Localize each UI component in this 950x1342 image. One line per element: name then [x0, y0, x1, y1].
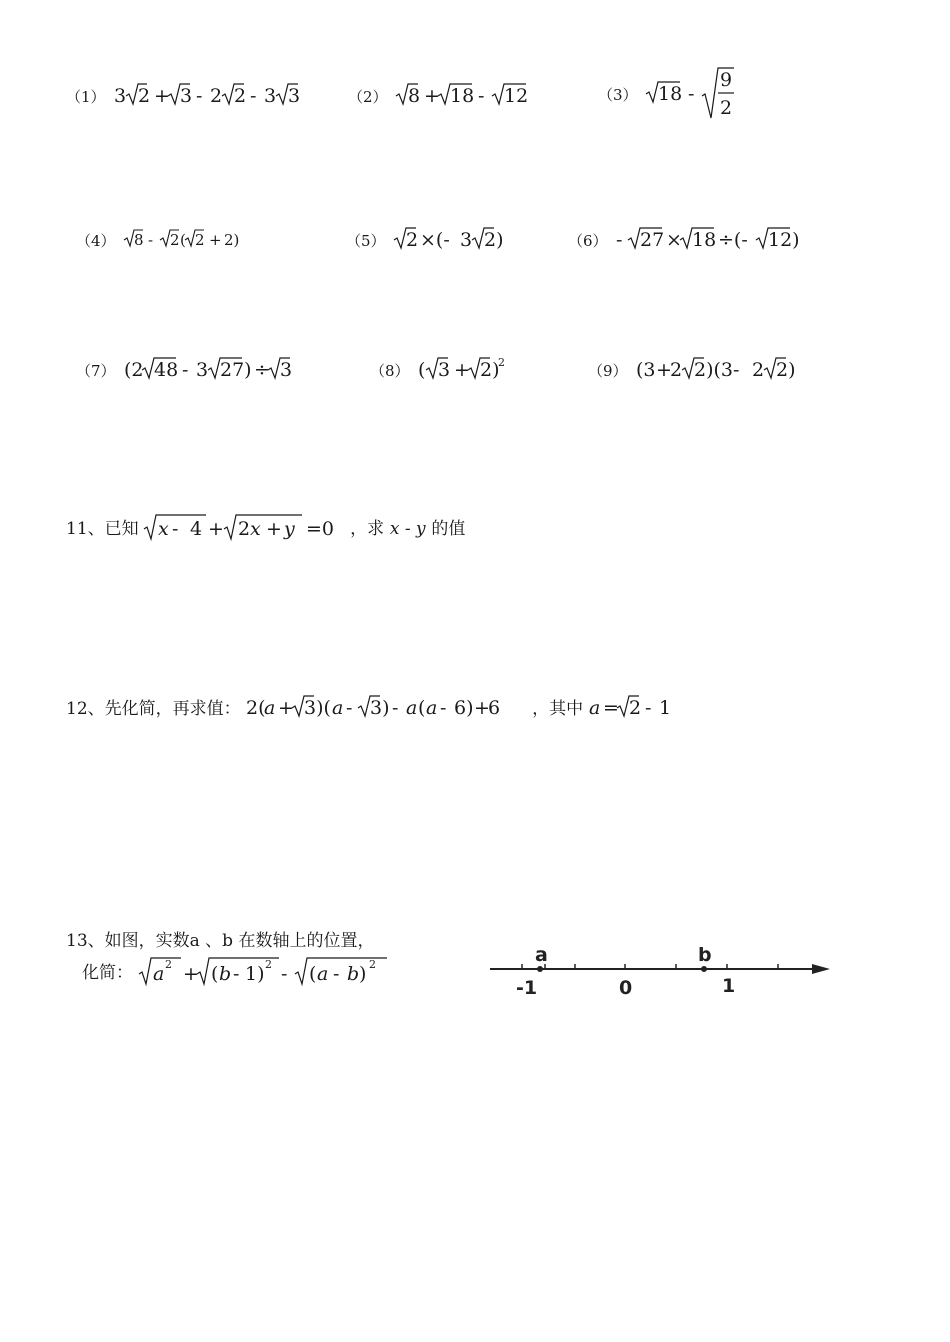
svg-text:a: a — [426, 697, 438, 719]
svg-text:a: a — [316, 963, 329, 985]
svg-text:+: + — [474, 697, 491, 719]
svg-text:2)(3-: 2)(3- — [693, 359, 740, 381]
svg-text:3: 3 — [179, 85, 192, 107]
svg-text:(: ( — [418, 697, 426, 719]
svg-text:b: b — [218, 963, 231, 985]
exercise-7-expression — [124, 356, 314, 386]
problem-12 — [66, 694, 689, 724]
svg-text:3: 3 — [459, 229, 472, 251]
svg-text:2: 2 — [405, 229, 418, 251]
svg-text:2: 2 — [264, 958, 272, 971]
exercise-label: （9） — [588, 362, 628, 380]
exercise-3 — [598, 66, 746, 124]
problem-12-prefix: 12、先化简，再求值： — [66, 699, 241, 719]
tick-label-1: 1 — [722, 975, 736, 997]
svg-text:2): 2) — [775, 359, 796, 381]
svg-text:-: - — [332, 963, 340, 985]
svg-text:3: 3 — [279, 359, 292, 381]
svg-text:÷: ÷ — [253, 359, 270, 381]
exercise-5-expression — [394, 226, 514, 256]
svg-text:18: 18 — [657, 83, 682, 105]
problem-11-suffix1: ，求 — [350, 519, 385, 539]
svg-text:48: 48 — [153, 359, 178, 381]
svg-text:-: - — [147, 231, 153, 249]
exercise-label: （8） — [370, 362, 410, 380]
svg-text:2: 2 — [238, 518, 251, 540]
point-a — [537, 966, 543, 972]
svg-text:27): 27) — [219, 359, 252, 381]
svg-text:1: 1 — [658, 697, 671, 719]
svg-text:a: a — [588, 697, 601, 719]
svg-text:2(: 2( — [246, 697, 266, 719]
problem-11-prefix: 11、已知 — [66, 519, 139, 539]
svg-text:2: 2 — [194, 231, 205, 249]
exercise-label: （2） — [348, 88, 388, 106]
problem-12-expression — [246, 694, 526, 724]
svg-text:×: × — [665, 229, 682, 251]
svg-text:-: - — [392, 697, 399, 719]
label-a: a — [535, 944, 548, 966]
svg-text:18: 18 — [449, 85, 474, 107]
svg-text:y: y — [284, 518, 296, 540]
exercise-7 — [76, 356, 314, 386]
svg-text:2: 2 — [497, 356, 505, 369]
svg-text:2: 2 — [169, 231, 180, 249]
svg-text:3: 3 — [437, 359, 450, 381]
svg-text:x: x — [250, 518, 262, 540]
svg-text:-: - — [249, 85, 257, 107]
svg-text:+: + — [278, 697, 295, 719]
exercise-label: （1） — [66, 88, 106, 106]
exercise-1 — [66, 82, 324, 112]
svg-text:8: 8 — [133, 231, 144, 249]
exercise-9 — [588, 356, 816, 386]
problem-11-target: x - y — [389, 519, 426, 539]
svg-text:-: - — [172, 518, 179, 540]
svg-text:2): 2) — [479, 359, 500, 381]
problem-11-expression — [144, 512, 344, 546]
svg-text:1): 1) — [244, 963, 265, 985]
svg-text:-: - — [687, 83, 695, 105]
exercise-2-expression — [396, 82, 546, 112]
svg-text:+: + — [655, 359, 672, 381]
svg-text:2: 2 — [233, 85, 246, 107]
svg-text:+: + — [153, 85, 170, 107]
svg-text:(2: (2 — [123, 359, 144, 381]
exercise-1-expression — [114, 82, 324, 112]
svg-text:a: a — [264, 697, 276, 719]
svg-text:3): 3) — [370, 697, 390, 719]
problem-13-line2 — [82, 956, 399, 990]
svg-text:18: 18 — [691, 229, 716, 251]
svg-text:3)(: 3)( — [304, 697, 332, 719]
svg-text:+: + — [208, 518, 225, 540]
svg-text:2: 2 — [719, 97, 732, 119]
svg-text:2): 2) — [223, 231, 239, 249]
svg-text:2: 2 — [164, 958, 172, 971]
svg-text:(: ( — [308, 963, 317, 985]
svg-text:6: 6 — [488, 697, 501, 719]
svg-text:2: 2 — [137, 85, 150, 107]
svg-text:3: 3 — [263, 85, 276, 107]
svg-text:2: 2 — [669, 359, 682, 381]
problem-13-text: 13、如图，实数a 、b 在数轴上的位置， — [66, 931, 375, 951]
exercise-label: （5） — [346, 232, 386, 250]
svg-text:(: ( — [179, 231, 186, 249]
problem-12-mid: ，其中 — [532, 699, 584, 719]
svg-text:2: 2 — [751, 359, 764, 381]
problem-11 — [66, 512, 465, 546]
exercise-6-expression — [616, 226, 816, 256]
svg-text:4: 4 — [190, 518, 203, 540]
svg-text:-: - — [440, 697, 447, 719]
problem-13-prefix: 化简： — [82, 963, 133, 983]
svg-text:-: - — [346, 697, 353, 719]
svg-text:6): 6) — [454, 697, 474, 719]
exercise-8 — [370, 356, 528, 386]
svg-text:-: - — [644, 697, 652, 719]
problem-12-condition — [589, 694, 689, 724]
tick-label-0: 0 — [619, 977, 633, 999]
exercise-4-expression — [124, 226, 264, 256]
arrow-right-icon — [812, 964, 830, 974]
svg-text:3: 3 — [195, 359, 208, 381]
svg-text:-: - — [181, 359, 189, 381]
svg-text:a: a — [332, 697, 344, 719]
svg-text:=: = — [602, 697, 619, 719]
svg-text:): ) — [358, 963, 367, 985]
exercise-2 — [348, 82, 546, 112]
svg-text:x: x — [158, 518, 170, 540]
svg-text:+: + — [453, 359, 470, 381]
svg-text:-: - — [615, 229, 623, 251]
svg-text:8: 8 — [407, 85, 420, 107]
number-line-figure — [480, 936, 840, 1006]
point-b — [701, 966, 707, 972]
exercise-4 — [76, 226, 264, 256]
svg-text:-: - — [280, 963, 288, 985]
svg-text:27: 27 — [639, 229, 664, 251]
svg-text:-: - — [477, 85, 485, 107]
svg-text:÷(-: ÷(- — [717, 229, 748, 251]
svg-text:3: 3 — [113, 85, 126, 107]
svg-text:+: + — [423, 85, 440, 107]
exercise-label: （3） — [598, 85, 638, 104]
svg-text:2: 2 — [368, 958, 376, 971]
problem-13-expression — [139, 956, 399, 990]
label-b: b — [698, 944, 712, 966]
svg-text:12): 12) — [767, 229, 800, 251]
exercise-3-expression — [646, 66, 746, 124]
exercise-8-expression — [418, 356, 528, 386]
svg-text:2: 2 — [628, 697, 641, 719]
svg-text:9: 9 — [719, 69, 732, 91]
svg-text:(: ( — [210, 963, 219, 985]
svg-text:×(-: ×(- — [419, 229, 450, 251]
svg-text:b: b — [346, 963, 359, 985]
svg-text:2): 2) — [483, 229, 504, 251]
exercise-label: （4） — [76, 232, 116, 250]
tick-label-neg1: -1 — [516, 977, 538, 999]
svg-text:2: 2 — [209, 85, 222, 107]
svg-text:12: 12 — [503, 85, 528, 107]
problem-11-suffix2: 的值 — [431, 519, 466, 539]
svg-text:a: a — [406, 697, 418, 719]
svg-text:+: + — [266, 518, 283, 540]
svg-text:+: + — [208, 231, 222, 249]
svg-text:-: - — [232, 963, 240, 985]
exercise-6 — [568, 226, 816, 256]
svg-text:3: 3 — [287, 85, 300, 107]
exercise-label: （6） — [568, 232, 608, 250]
exercise-label: （7） — [76, 362, 116, 380]
svg-text:(: ( — [417, 359, 426, 381]
svg-text:=0: =0 — [306, 518, 335, 540]
svg-text:(3: (3 — [635, 359, 656, 381]
svg-text:+: + — [182, 963, 199, 985]
exercise-5 — [346, 226, 514, 256]
svg-text:a: a — [152, 963, 165, 985]
exercise-9-expression — [636, 356, 816, 386]
problem-13-line1 — [66, 926, 374, 951]
svg-text:-: - — [195, 85, 203, 107]
